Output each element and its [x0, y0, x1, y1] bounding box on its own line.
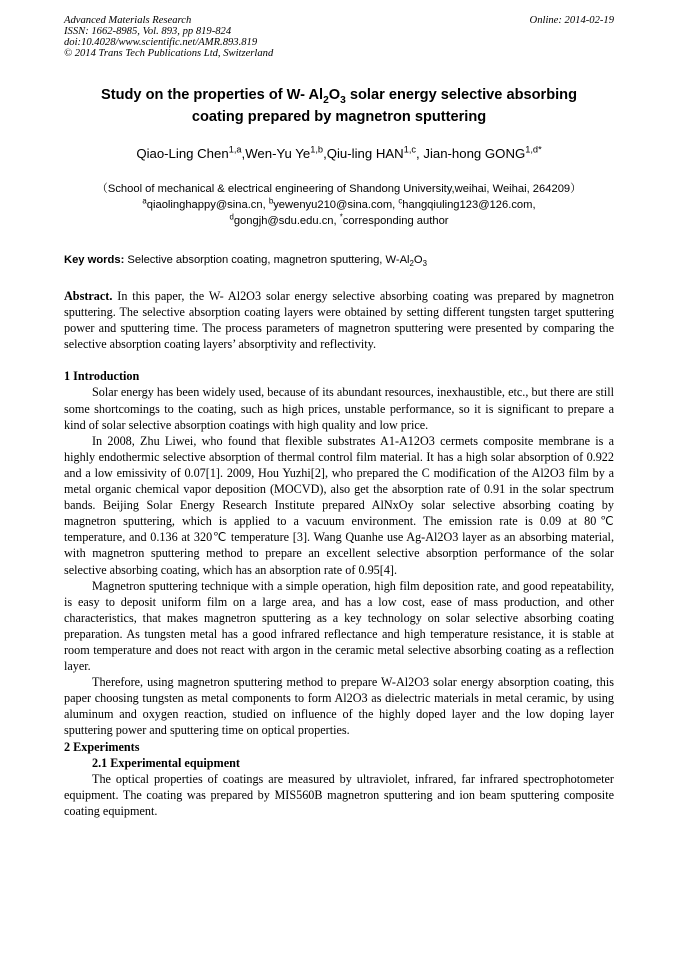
paper-body	[64, 288, 614, 819]
paragraph: Magnetron sputtering technique with a simple operation, high film deposition rate, and good repeatability, is easy to deposit uniform film on a large area, and has a low cost, ease of mass production, and other characteristics, that makes magnetron sputtering as a key technology on solar selective absorbing coating preparation. As tungsten metal has a good infrared reflectance and high temperature resistance, it is stable at room temperature and does not react with argon in the ceramic metal selective absorbing coating as a reflection layer.	[64, 578, 614, 674]
subsection-heading: 2.1 Experimental equipment	[92, 755, 240, 770]
journal-name: Advanced Materials Research	[64, 15, 192, 26]
author-affil-mark: 1,d*	[525, 144, 542, 155]
keywords-text: Selective absorption coating, magnetron sputtering, W-Al	[124, 254, 410, 266]
email-line: $^d$gongjh@sdu.edu.cn, *corresponding author	[229, 212, 449, 227]
email-line: $^a$qiaolinghappy@sina.cn, $^b$yewenyu210@sina.com, $^c$hangqiuling123@126.com,	[142, 196, 536, 211]
abstract-text: In this paper, the W- Al2O3 solar energy selective absorbing coating was prepared by magnetron sputtering. The selective absorption coating layers were obtained by setting different tungsten target sputtering power and sputtering time. The process parameters of magnetron sputtering were presented by comparing the selective absorption coating layers’ absorptivity and reflectivity.	[64, 289, 614, 352]
paper-title	[64, 84, 614, 128]
author-affil-mark: 1,b	[310, 144, 324, 155]
keywords-text: O	[413, 254, 423, 266]
author-name: Qiao-Ling Chen	[136, 146, 229, 161]
corresponding-author-note: corresponding author	[342, 215, 449, 227]
section-heading: 2 Experiments	[64, 739, 140, 754]
keywords-subscript: 2	[409, 259, 414, 269]
author-list: Qiao-Ling Chen$^{1,a}$,Wen-Yu Ye$^{1,b}$,Qiu-ling HAN$^{1,c}$, Jian-hong $GONG^{1,d*}$	[136, 144, 542, 161]
title-text: O	[328, 87, 341, 103]
affiliation-block	[60, 181, 618, 229]
doi-line: doi:10.4028/www.scientific.net/AMR.893.819	[64, 37, 258, 48]
institution: （School of mechanical & electrical engineering of Shandong University,weihai, Weihai, 264209）	[96, 183, 582, 195]
author-name: Qiu-ling HAN	[326, 146, 404, 161]
abstract-label: Abstract.	[64, 289, 113, 303]
author-name: Jian-hong GONG	[423, 146, 526, 161]
email-address: yewenyu210@sina.com,	[273, 199, 399, 211]
section-heading: 1 Introduction	[64, 369, 140, 384]
issn-line: ISSN: 1662-8985, Vol. 893, pp 819-824	[64, 26, 232, 37]
email-address: qiaolinghappy@sina.cn,	[146, 199, 269, 211]
author-affil-mark: 1,a	[228, 144, 242, 155]
paragraph: Therefore, using magnetron sputtering method to prepare W-Al2O3 solar energy absorption coating, this paper choosing tungsten as metal components to form Al2O3 as dielectric materials in metal ceramic, by using aluminum and oxygen reaction, studied on influence of the highly doped layer and the low doping layer sputtering power and sputtering time on optical properties.	[64, 675, 614, 738]
title-line-1	[64, 84, 614, 106]
copyright-line: © 2014 Trans Tech Publications Ltd, Switzerland	[64, 48, 274, 59]
online-date: Online: 2014-02-19	[529, 15, 614, 26]
email-address: hangqiuling123@126.com,	[402, 199, 536, 211]
journal-header	[64, 15, 614, 59]
author-affil-mark: 1,c	[403, 144, 417, 155]
email-address: gongjh@sdu.edu.cn,	[233, 215, 340, 227]
paragraph: In 2008, Zhu Liwei, who found that flexible substrates A1-A12O3 cermets composite membrane is a highly endothermic selective absorption of thermal control film material. It has a high solar absorption of 0.922 and a low emissivity of 0.07[1]. 2009, Hou Yuzhi[2], who prepared the C modification of the Al2O3 film by a metal organic chemical vapor deposition (MOCVD), also get the absorption rate of 0.91 in the solar spectrum bands. Beijing Solar Energy Research Institute prepared AlNxOy solar selective absorbing coating by magnetron sputtering, which is applied to a vacuum environment. The emission rate is 0.09 at 80℃ temperature, and 0.136 at 320℃ temperature [3]. Wang Quanhe use Ag-Al2O3 layer as an absorbing material, with magnetron sputtering method to prepare an excellent selective absorption performance of the solar selective absorbing coating, which has an absorption rate of 0.95[4].	[64, 433, 614, 577]
author-name: Wen-Yu Ye	[245, 146, 311, 161]
paragraph: The optical properties of coatings are measured by ultraviolet, infrared, far infrared spectrophotometer equipment. The coating was prepared by MIS560B magnetron sputtering and ion beam sputtering composite coating equipment.	[64, 771, 614, 818]
keywords-label: Key words:	[64, 254, 125, 266]
title-subscript: 2	[323, 94, 329, 106]
abstract	[64, 288, 614, 352]
title-text: Study on the properties of W- Al	[100, 87, 324, 103]
paragraph: Solar energy has been widely used, because of its abundant resources, inexhaustible, etc., but there are still some shortcomings to the coating, such as high prices, unstable performance, so it is significant to prepare a kind of solar selective absorption coatings with high quality and low price.	[64, 385, 614, 432]
title-subscript: 3	[340, 94, 346, 106]
title-text: solar energy selective absorbing	[345, 87, 578, 103]
keywords-subscript: 3	[422, 259, 427, 269]
keywords	[64, 254, 614, 269]
title-line-2: coating prepared by magnetron sputtering	[191, 109, 487, 125]
